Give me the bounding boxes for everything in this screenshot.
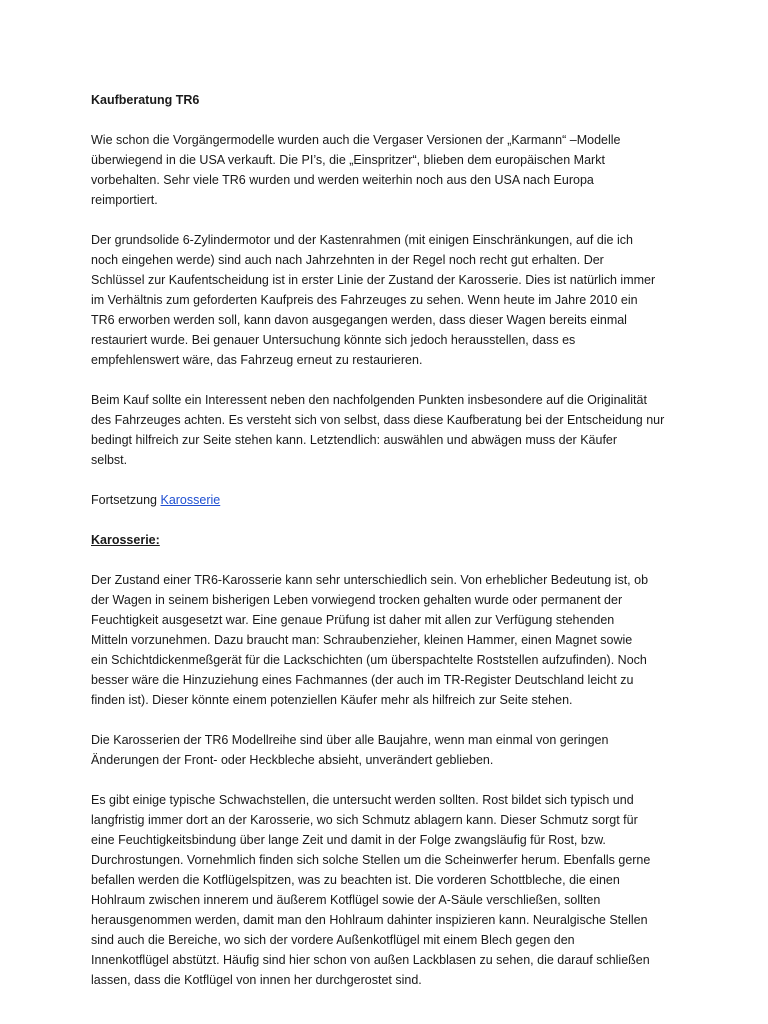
text-line: überwiegend in die USA verkauft. Die PI’s, die „Einspritzer“, blieben dem europäischen Markt	[91, 153, 605, 167]
text-line: besser wäre die Hinzuziehung eines Fachmannes (der auch im TR-Register Deutschland leicht zu	[91, 673, 634, 687]
text-line: TR6 erworben werden soll, kann davon ausgegangen werden, dass dieser Wagen bereits einmal	[91, 313, 627, 327]
text-line: vorbehalten. Sehr viele TR6 wurden und werden weiterhin noch aus den USA nach Europa	[91, 173, 594, 187]
text-line: Wie schon die Vorgängermodelle wurden auch die Vergaser Versionen der „Karmann“ –Modelle	[91, 133, 621, 147]
document-title: Kaufberatung TR6	[91, 93, 200, 107]
continuation-line	[91, 490, 691, 510]
text-line: herausgenommen werden, damit man den Hohlraum dahinter inspizieren kann. Neuralgische Stellen	[91, 913, 648, 927]
text-line: Mitteln vorzunehmen. Dazu braucht man: Schraubenzieher, kleinen Hammer, einen Magnet sowie	[91, 633, 633, 647]
text-line: selbst.	[91, 453, 128, 467]
text-line: reimportiert.	[91, 193, 158, 207]
text-line: befallen werden die Kotflügelspitzen, was zu beachten ist. Die vorderen Schottbleche, die einen	[91, 873, 620, 887]
text-line: restauriert wurde. Bei genauer Untersuchung könnte sich jedoch herausstellen, dass es	[91, 333, 576, 347]
continuation-prefix: Fortsetzung	[91, 493, 161, 507]
text-line: Feuchtigkeit ausgesetzt war. Eine genaue Prüfung ist daher mit allen zur Verfügung stehenden	[91, 613, 615, 627]
text-line: eine Feuchtigkeitsbindung über lange Zeit und damit in der Folge zwangsläufig für Rost, bzw.	[91, 833, 606, 847]
text-line: Beim Kauf sollte ein Interessent neben den nachfolgenden Punkten insbesondere auf die Originalität	[91, 393, 647, 407]
text-line: langfristig immer dort an der Karosserie, wo sich Schmutz ablagern kann. Dieser Schmutz sorgt für	[91, 813, 638, 827]
text-line: sind auch die Bereiche, wo sich der vordere Außenkotflügel mit einem Blech gegen den	[91, 933, 575, 947]
text-line: Der grundsolide 6-Zylindermotor und der Kastenrahmen (mit einigen Einschränkungen, auf die ich	[91, 233, 633, 247]
text-line: Änderungen der Front- oder Heckbleche absieht, unverändert geblieben.	[91, 753, 494, 767]
text-line: Hohlraum zwischen innerem und äußerem Kotflügel sowie der A-Säule verschließen, sollten	[91, 893, 601, 907]
document-page	[91, 90, 691, 1010]
engine-frame-paragraph	[91, 230, 691, 370]
text-line: Es gibt einige typische Schwachstellen, die untersucht werden sollten. Rost bildet sich typisch und	[91, 793, 634, 807]
originality-paragraph	[91, 390, 691, 470]
karosserie-link[interactable]: Karosserie	[160, 493, 221, 507]
text-line: des Fahrzeuges achten. Es versteht sich von selbst, dass diese Kaufberatung bei der Entscheidung nur	[91, 413, 665, 427]
text-line: noch eingehen werde) sind auch nach Jahrzehnten in der Regel noch recht gut erhalten. Der	[91, 253, 604, 267]
text-line: Innenkotflügel abstützt. Häufig sind hier schon von außen Lackblasen zu sehen, die darauf schließen	[91, 953, 650, 967]
text-line: bedingt hilfreich zur Seite stehen kann. Letztendlich: auswählen und abwägen muss der Käufer	[91, 433, 618, 447]
text-line: der Wagen in seinem bisherigen Leben vorwiegend trocken gehalten wurde oder permanent der	[91, 593, 623, 607]
text-line: lassen, dass die Kotflügel von innen her durchgerostet sind.	[91, 973, 422, 987]
karosserie-weakpoints-paragraph	[91, 790, 691, 990]
text-line: Durchrostungen. Vornehmlich finden sich solche Stellen um die Scheinwerfer herum. Ebenfalls gerne	[91, 853, 651, 867]
section-heading-karosserie: Karosserie:	[91, 533, 160, 547]
karosserie-condition-paragraph	[91, 570, 691, 710]
text-line: ein Schichtdickenmeßgerät für die Lackschichten (um überspachtelte Roststellen aufzufinden). Noch	[91, 653, 647, 667]
text-line: im Verhältnis zum geforderten Kaufpreis des Fahrzeuges zu sehen. Wenn heute im Jahre 2010 ein	[91, 293, 638, 307]
text-line: finden ist). Dieser könnte einem potenziellen Käufer mehr als hilfreich zur Seite stehen.	[91, 693, 573, 707]
text-line: Schlüssel zur Kaufentscheidung ist in erster Linie der Zustand der Karosserie. Dies ist natürlich immer	[91, 273, 656, 287]
text-line: empfehlenswert wäre, das Fahrzeug erneut zu restaurieren.	[91, 353, 423, 367]
text-line: Der Zustand einer TR6-Karosserie kann sehr unterschiedlich sein. Von erheblicher Bedeutung ist, ob	[91, 573, 649, 587]
intro-paragraph	[91, 130, 691, 210]
text-line: Die Karosserien der TR6 Modellreihe sind über alle Baujahre, wenn man einmal von geringen	[91, 733, 609, 747]
karosserie-unchanged-paragraph	[91, 730, 691, 770]
